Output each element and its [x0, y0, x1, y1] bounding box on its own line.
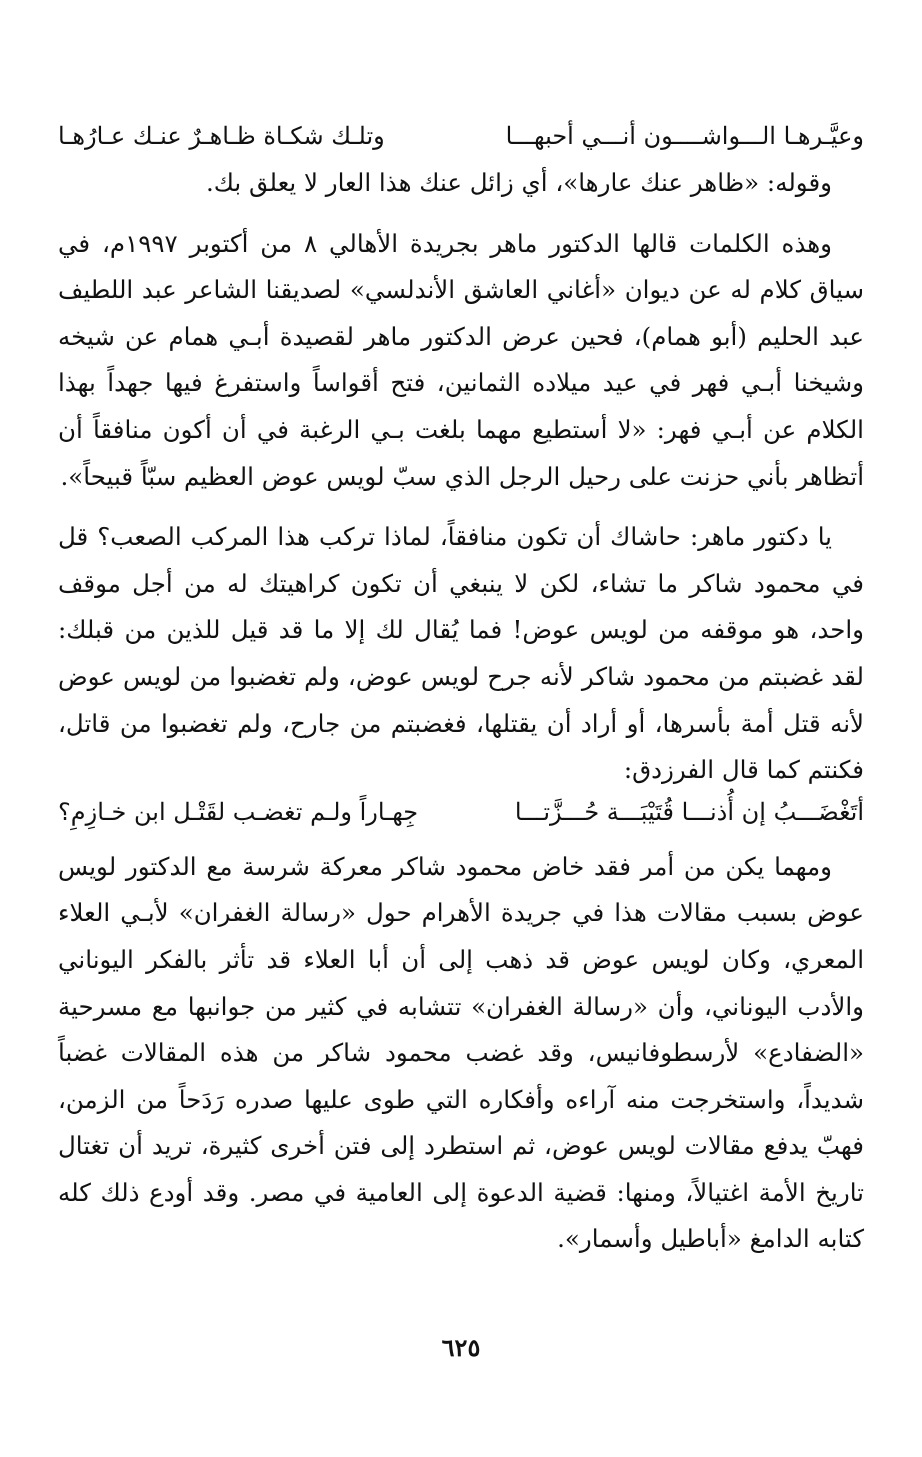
verse-couplet-2 [58, 794, 864, 830]
verse-2-second-hemistich: جِهـاراً ولـم تغضـب لقَتْـل ابن خـازِمِ؟ [58, 797, 419, 826]
paragraph-2: يا دكتور ماهر: حاشاك أن تكون منافقاً، لماذا تركب هذا المركب الصعب؟ قل في محمود شاكر ما تشاء، لكن لا ينبغي أن تكون كراهيتك له من أجل موقف واحد، هو موقفه من لويس عوض! فما يُقال لك إلا ما قد قيل للذين من قبلك: لقد غضبتم من محمود شاكر لأنه جرح لويس عوض، ولم تغضبوا من لويس عوض لأنه قتل أمة بأسرها، أو أراد أن يقتلها، فغضبتم من جارح، ولم تغضبوا من قاتل، فكنتم كما قال الفرزدق: [58, 522, 864, 785]
verse-1-first-hemistich: وعيَّـرهـا الـــواشــــون أنـــي أحبهـــا [505, 122, 864, 150]
verse-1-second-hemistich: وتلـك شكـاة ظـاهـرٌ عنـك عـارُهـا [58, 122, 385, 150]
verse-explanation: وقوله: «ظاهر عنك عارها»، أي زائل عنك هذا العار لا يعلق بك. [205, 168, 832, 197]
paragraph-3: ومهما يكن من أمر فقد خاض محمود شاكر معركة شرسة مع الدكتور لويس عوض بسبب مقالات هذا في جريدة الأهرام حول «رسالة الغفران» لأبـي العلاء المعري، وكان لويس عوض قد ذهب إلى أن أبا العلاء قد تأثر بالفكر اليوناني والأدب اليوناني، وأن «رسالة الغفران» تتشابه في كثير من جوانبها مع مسرحية «الضفادع» لأرسطوفانيس، وقد غضب محمود شاكر من هذه المقالات غضباً شديداً، واستخرجت منه آراءه وأفكاره التي طوى عليها صدره رَدَحاً من الزمن، فهبّ يدفع مقالات لويس عوض، ثم استطرد إلى فتن أخرى كثيرة، تريد أن تغتال تاريخ الأمة اغتيالاً، ومنها: قضية الدعوة إلى العامية في مصر. وقد أودع ذلك كله كتابه الدامغ «أباطيل وأسمار». [58, 851, 864, 1254]
page-number: ٦٢٥ [441, 1333, 481, 1362]
verse-2-first-hemistich: أتَغْضَـــبُ إن أُذنـــا قُتَيْبَـــة حُـــزَّتـــا [514, 797, 864, 826]
verse-couplet-1 [58, 118, 864, 154]
paragraph-1: وهذه الكلمات قالها الدكتور ماهر بجريدة الأهالي ٨ من أكتوبر ١٩٩٧م، في سياق كلام له عن ديوان «أغاني العاشق الأندلسي» لصديقنا الشاعر عبد اللطيف عبد الحليم (أبو همام)، فحين عرض الدكتور ماهر لقصيدة أبـي همام عن شيخه وشيخنا أبـي فهر في عيد ميلاده الثمانين، فتح أقواساً واستفرغ فيها جهداً بهذا الكلام عن أبـي فهر: «لا أستطيع مهما بلغت بـي الرغبة في أن أكون منافقاً أن أتظاهر بأني حزنت على رحيل الرجل الذي سبّ لويس عوض العظيم سبّاً قبيحاً». [58, 228, 864, 491]
